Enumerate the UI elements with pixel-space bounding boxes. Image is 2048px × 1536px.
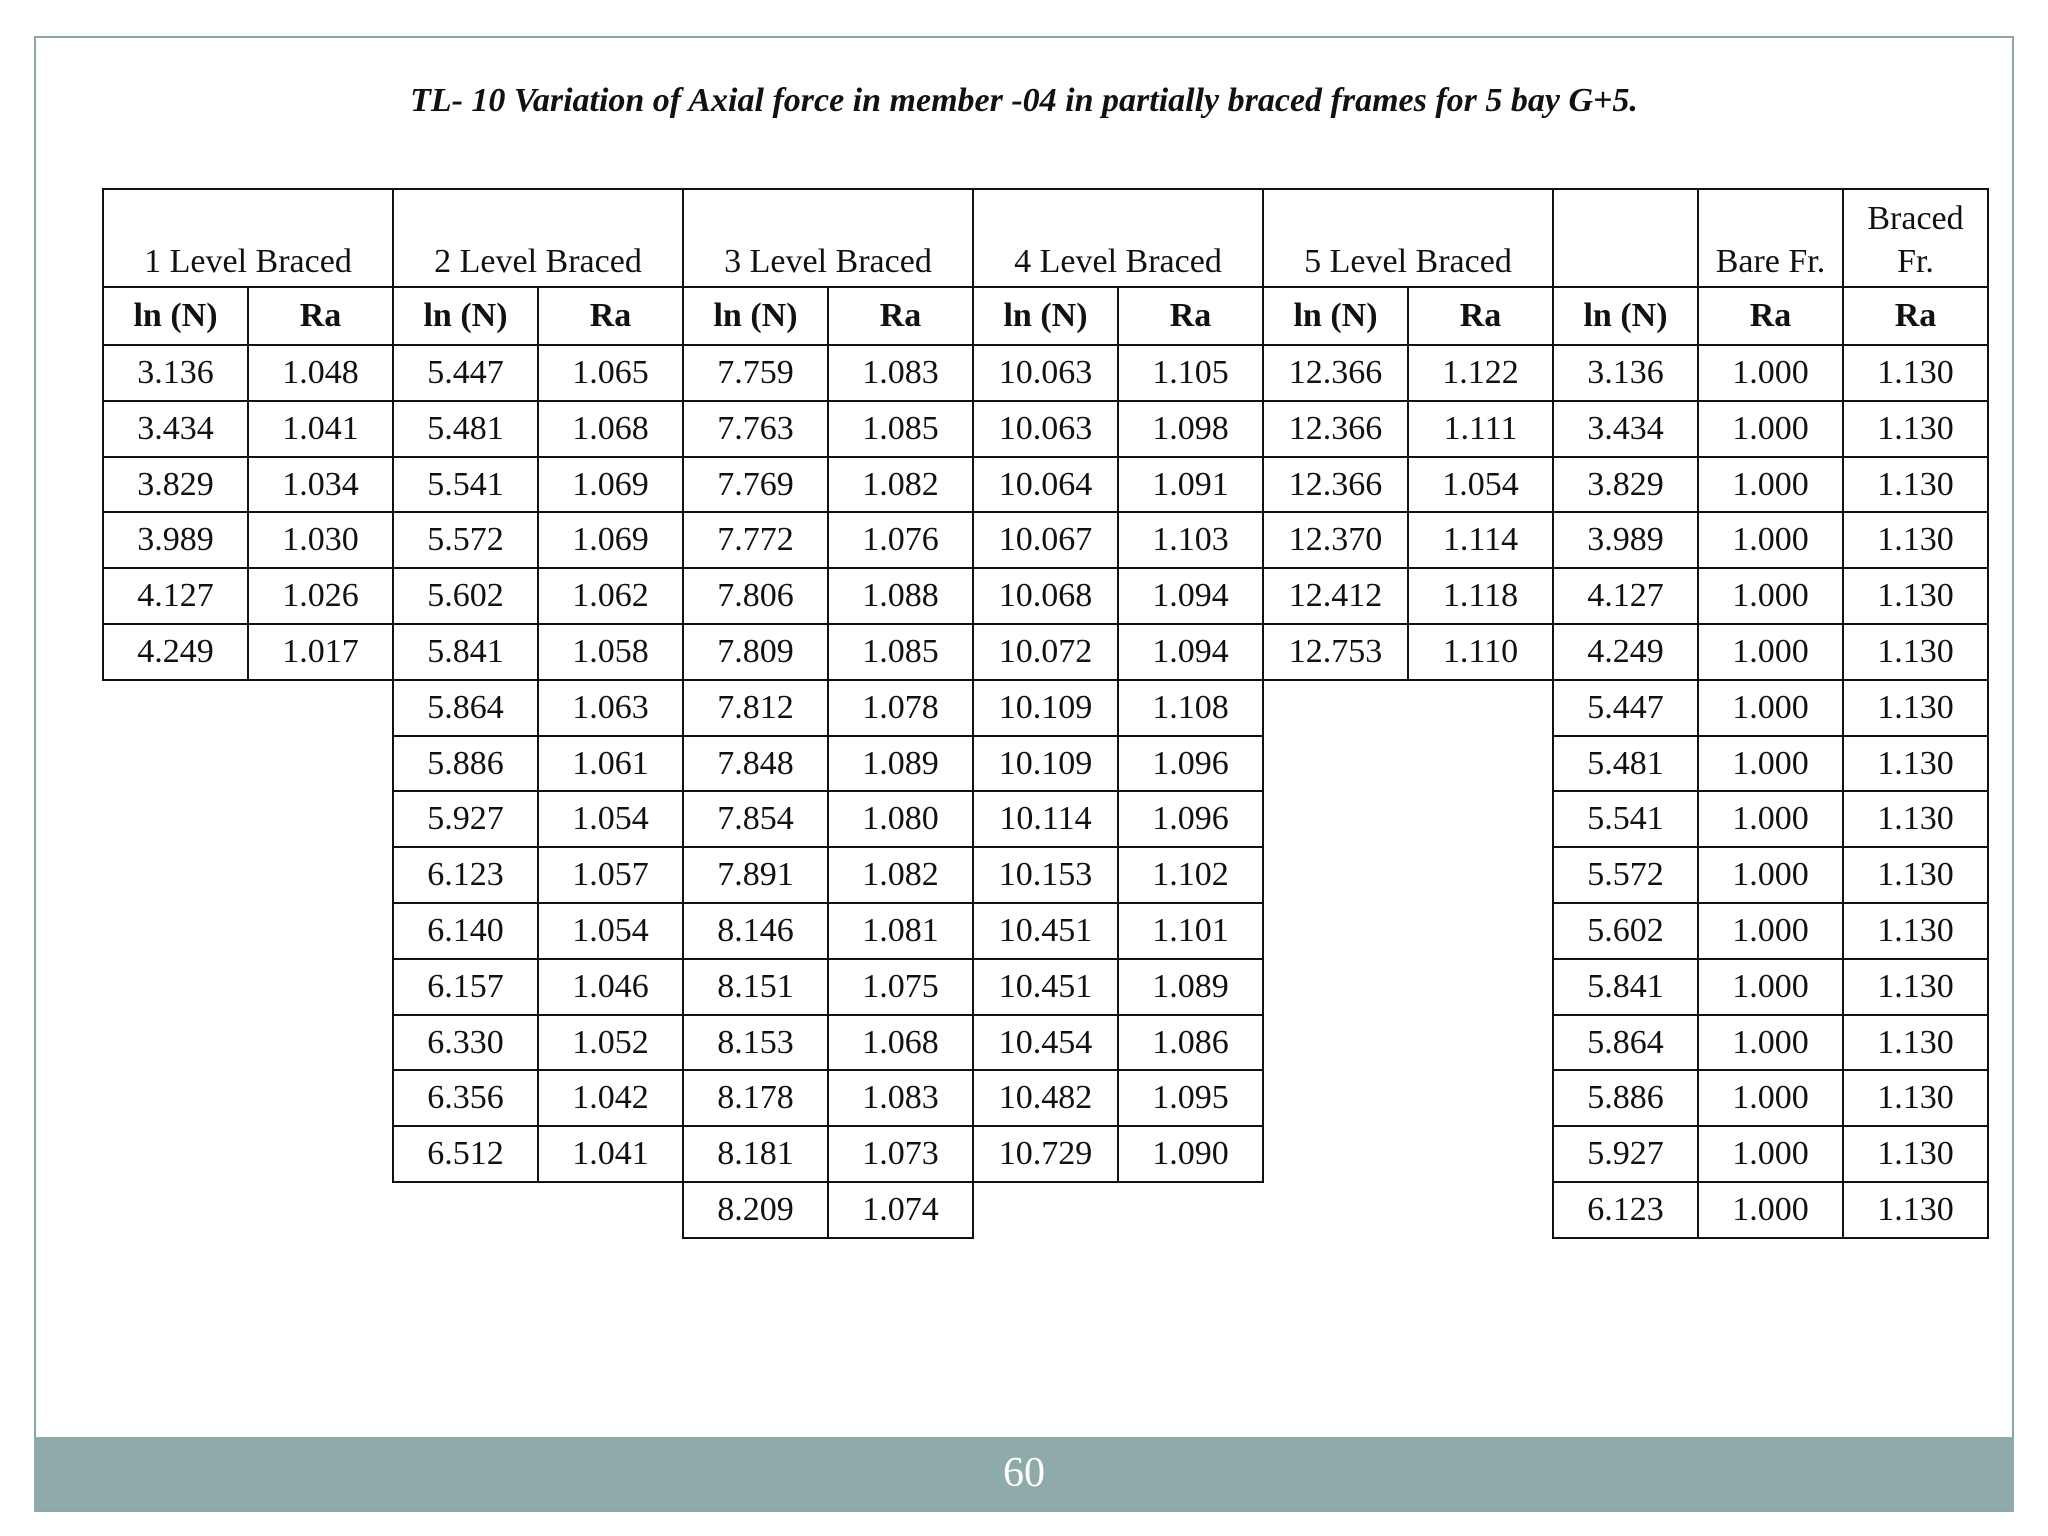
- column-header: Ra: [827, 286, 974, 346]
- table-cell: 1.130: [1842, 344, 1989, 402]
- table-cell: 1.102: [1117, 846, 1264, 904]
- table-cell: 1.096: [1117, 790, 1264, 848]
- column-header: Ra: [1117, 286, 1264, 346]
- table-title: TL- 10 Variation of Axial force in member -04 in partially braced frames for 5 bay G+5.: [410, 82, 1638, 119]
- table-cell: 8.151: [682, 958, 829, 1016]
- column-header: ln (N): [102, 286, 249, 346]
- table-cell: 7.854: [682, 790, 829, 848]
- table-cell: 4.249: [1552, 623, 1699, 681]
- table-cell: 5.481: [392, 400, 539, 458]
- table-cell: 6.157: [392, 958, 539, 1016]
- group-header: Braced Fr.: [1842, 188, 1989, 288]
- column-header: ln (N): [392, 286, 539, 346]
- table-cell: 1.000: [1697, 1125, 1844, 1183]
- table-cell: 1.068: [827, 1014, 974, 1071]
- table-cell: 1.111: [1407, 400, 1554, 458]
- table-cell: 1.000: [1697, 1181, 1844, 1239]
- table-cell: 1.130: [1842, 511, 1989, 569]
- table-cell: 3.434: [1552, 400, 1699, 458]
- table-cell: 1.052: [537, 1014, 684, 1071]
- table-cell: 1.130: [1842, 567, 1989, 625]
- table-cell: 1.130: [1842, 456, 1989, 513]
- table-cell: 1.069: [537, 456, 684, 513]
- group-header: 1 Level Braced: [102, 188, 394, 288]
- table-cell: 10.454: [972, 1014, 1119, 1071]
- table-cell: 8.178: [682, 1069, 829, 1127]
- table-cell: 5.886: [392, 735, 539, 792]
- table-cell: 6.123: [1552, 1181, 1699, 1239]
- table-cell: 1.130: [1842, 623, 1989, 681]
- table-cell: 1.130: [1842, 902, 1989, 960]
- table-cell: 1.000: [1697, 511, 1844, 569]
- table-cell: 1.065: [537, 344, 684, 402]
- table-cell: 7.806: [682, 567, 829, 625]
- table-cell: 1.000: [1697, 400, 1844, 458]
- table-cell: 1.061: [537, 735, 684, 792]
- page-footer: [34, 1437, 2014, 1510]
- table-cell: 3.136: [1552, 344, 1699, 402]
- table-cell: 1.000: [1697, 846, 1844, 904]
- table-cell: 1.026: [247, 567, 394, 625]
- table-cell: 5.572: [392, 511, 539, 569]
- table-cell: 10.109: [972, 735, 1119, 792]
- table-cell: 5.481: [1552, 735, 1699, 792]
- table-cell: 1.062: [537, 567, 684, 625]
- table-cell: 1.085: [827, 400, 974, 458]
- table-cell: 1.017: [247, 623, 394, 681]
- table-cell: 12.370: [1262, 511, 1409, 569]
- table-cell: 1.101: [1117, 902, 1264, 960]
- table-cell: 1.030: [247, 511, 394, 569]
- table-cell: 12.412: [1262, 567, 1409, 625]
- table-cell: 1.130: [1842, 400, 1989, 458]
- table-cell: 5.541: [1552, 790, 1699, 848]
- table-cell: 1.108: [1117, 679, 1264, 737]
- table-cell: 8.146: [682, 902, 829, 960]
- table-cell: 7.891: [682, 846, 829, 904]
- table-cell: 1.095: [1117, 1069, 1264, 1127]
- table-cell: 1.130: [1842, 958, 1989, 1016]
- table-cell: 1.130: [1842, 790, 1989, 848]
- table-cell: 1.063: [537, 679, 684, 737]
- table-cell: 1.082: [827, 456, 974, 513]
- table-cell: 1.034: [247, 456, 394, 513]
- table-cell: 10.109: [972, 679, 1119, 737]
- table-cell: 6.512: [392, 1125, 539, 1183]
- table-cell: 1.000: [1697, 735, 1844, 792]
- table-cell: 1.054: [537, 902, 684, 960]
- table-cell: 3.989: [102, 511, 249, 569]
- table-cell: 5.927: [392, 790, 539, 848]
- table-cell: 10.114: [972, 790, 1119, 848]
- table-cell: 1.046: [537, 958, 684, 1016]
- table-cell: 1.078: [827, 679, 974, 737]
- table-cell: 6.330: [392, 1014, 539, 1071]
- table-cell: 5.447: [392, 344, 539, 402]
- table-cell: 10.064: [972, 456, 1119, 513]
- column-header: ln (N): [682, 286, 829, 346]
- table-cell: 12.366: [1262, 456, 1409, 513]
- table-cell: 1.130: [1842, 1069, 1989, 1127]
- table-cell: 10.067: [972, 511, 1119, 569]
- table-cell: 1.075: [827, 958, 974, 1016]
- table-cell: 12.366: [1262, 344, 1409, 402]
- column-header: ln (N): [1262, 286, 1409, 346]
- table-cell: 5.864: [392, 679, 539, 737]
- table-cell: 5.541: [392, 456, 539, 513]
- table-cell: 1.110: [1407, 623, 1554, 681]
- group-header: 2 Level Braced: [392, 188, 684, 288]
- column-header: Ra: [537, 286, 684, 346]
- table-cell: 1.083: [827, 344, 974, 402]
- table-cell: 4.127: [102, 567, 249, 625]
- table-cell: 10.153: [972, 846, 1119, 904]
- table-cell: 8.153: [682, 1014, 829, 1071]
- group-header: 3 Level Braced: [682, 188, 974, 288]
- table-cell: 4.249: [102, 623, 249, 681]
- table-cell: 7.848: [682, 735, 829, 792]
- table-cell: 5.841: [392, 623, 539, 681]
- table-cell: 10.482: [972, 1069, 1119, 1127]
- table-cell: 1.054: [537, 790, 684, 848]
- table-cell: 1.130: [1842, 735, 1989, 792]
- column-header: Ra: [1407, 286, 1554, 346]
- table-cell: 1.000: [1697, 567, 1844, 625]
- table-cell: 1.073: [827, 1125, 974, 1183]
- table-cell: 1.096: [1117, 735, 1264, 792]
- table-cell: 5.602: [1552, 902, 1699, 960]
- table-cell: 1.083: [827, 1069, 974, 1127]
- table-cell: 12.753: [1262, 623, 1409, 681]
- table-cell: 1.130: [1842, 846, 1989, 904]
- table-cell: 1.105: [1117, 344, 1264, 402]
- table-cell: 10.063: [972, 344, 1119, 402]
- table-cell: 3.136: [102, 344, 249, 402]
- table-cell: 3.829: [1552, 456, 1699, 513]
- table-cell: 1.000: [1697, 623, 1844, 681]
- table-cell: 1.069: [537, 511, 684, 569]
- table-cell: 1.000: [1697, 790, 1844, 848]
- table-cell: 1.042: [537, 1069, 684, 1127]
- table-cell: 1.058: [537, 623, 684, 681]
- table-cell: 12.366: [1262, 400, 1409, 458]
- table-cell: 1.130: [1842, 1181, 1989, 1239]
- table-cell: 1.122: [1407, 344, 1554, 402]
- table-cell: 7.769: [682, 456, 829, 513]
- table-cell: 1.114: [1407, 511, 1554, 569]
- table-cell: 5.602: [392, 567, 539, 625]
- table-cell: 3.829: [102, 456, 249, 513]
- table-cell: 7.763: [682, 400, 829, 458]
- table-cell: 7.772: [682, 511, 829, 569]
- table-cell: 1.076: [827, 511, 974, 569]
- table-cell: 5.886: [1552, 1069, 1699, 1127]
- table-cell: 5.572: [1552, 846, 1699, 904]
- table-cell: 10.063: [972, 400, 1119, 458]
- table-cell: 4.127: [1552, 567, 1699, 625]
- group-header: [1552, 188, 1699, 288]
- table-cell: 1.000: [1697, 958, 1844, 1016]
- table-cell: 1.090: [1117, 1125, 1264, 1183]
- table-cell: 6.356: [392, 1069, 539, 1127]
- table-cell: 1.068: [537, 400, 684, 458]
- column-header: ln (N): [1552, 286, 1699, 346]
- table-cell: 1.041: [247, 400, 394, 458]
- table-cell: 1.094: [1117, 623, 1264, 681]
- table-cell: 1.081: [827, 902, 974, 960]
- table-cell: 6.123: [392, 846, 539, 904]
- table-cell: 1.000: [1697, 344, 1844, 402]
- table-cell: 7.812: [682, 679, 829, 737]
- table-cell: 3.989: [1552, 511, 1699, 569]
- table-cell: 6.140: [392, 902, 539, 960]
- group-header: 4 Level Braced: [972, 188, 1264, 288]
- table-cell: 1.000: [1697, 679, 1844, 737]
- table-cell: 1.130: [1842, 1014, 1989, 1071]
- table-cell: 1.000: [1697, 1069, 1844, 1127]
- table-cell: 10.068: [972, 567, 1119, 625]
- table-cell: 1.089: [827, 735, 974, 792]
- table-cell: 5.841: [1552, 958, 1699, 1016]
- table-cell: 1.098: [1117, 400, 1264, 458]
- table-cell: 1.000: [1697, 456, 1844, 513]
- table-cell: 1.080: [827, 790, 974, 848]
- table-cell: 10.451: [972, 958, 1119, 1016]
- table-cell: 1.088: [827, 567, 974, 625]
- table-cell: 1.094: [1117, 567, 1264, 625]
- table-cell: 10.451: [972, 902, 1119, 960]
- table-cell: 5.927: [1552, 1125, 1699, 1183]
- table-cell: 10.072: [972, 623, 1119, 681]
- table-cell: 1.000: [1697, 1014, 1844, 1071]
- table-cell: 1.074: [827, 1181, 974, 1239]
- table-cell: 1.091: [1117, 456, 1264, 513]
- table-cell: 1.086: [1117, 1014, 1264, 1071]
- page-number: 60: [1003, 1450, 1045, 1496]
- column-header: Ra: [1697, 286, 1844, 346]
- table-cell: 1.089: [1117, 958, 1264, 1016]
- table-cell: 1.054: [1407, 456, 1554, 513]
- table-cell: 1.048: [247, 344, 394, 402]
- table-cell: 1.082: [827, 846, 974, 904]
- table-cell: 1.000: [1697, 902, 1844, 960]
- table-cell: 1.130: [1842, 1125, 1989, 1183]
- table-cell: 1.041: [537, 1125, 684, 1183]
- column-header: Ra: [1842, 286, 1989, 346]
- table-cell: 1.103: [1117, 511, 1264, 569]
- table-cell: 5.864: [1552, 1014, 1699, 1071]
- table-cell: 1.118: [1407, 567, 1554, 625]
- group-header: Bare Fr.: [1697, 188, 1844, 288]
- table-cell: 1.057: [537, 846, 684, 904]
- table-cell: 8.209: [682, 1181, 829, 1239]
- table-cell: 1.085: [827, 623, 974, 681]
- column-header: Ra: [247, 286, 394, 346]
- table-cell: 1.130: [1842, 679, 1989, 737]
- column-header: ln (N): [972, 286, 1119, 346]
- table-cell: 7.759: [682, 344, 829, 402]
- table-cell: 3.434: [102, 400, 249, 458]
- group-header: 5 Level Braced: [1262, 188, 1554, 288]
- table-cell: 10.729: [972, 1125, 1119, 1183]
- table-cell: 8.181: [682, 1125, 829, 1183]
- table-cell: 7.809: [682, 623, 829, 681]
- table-cell: 5.447: [1552, 679, 1699, 737]
